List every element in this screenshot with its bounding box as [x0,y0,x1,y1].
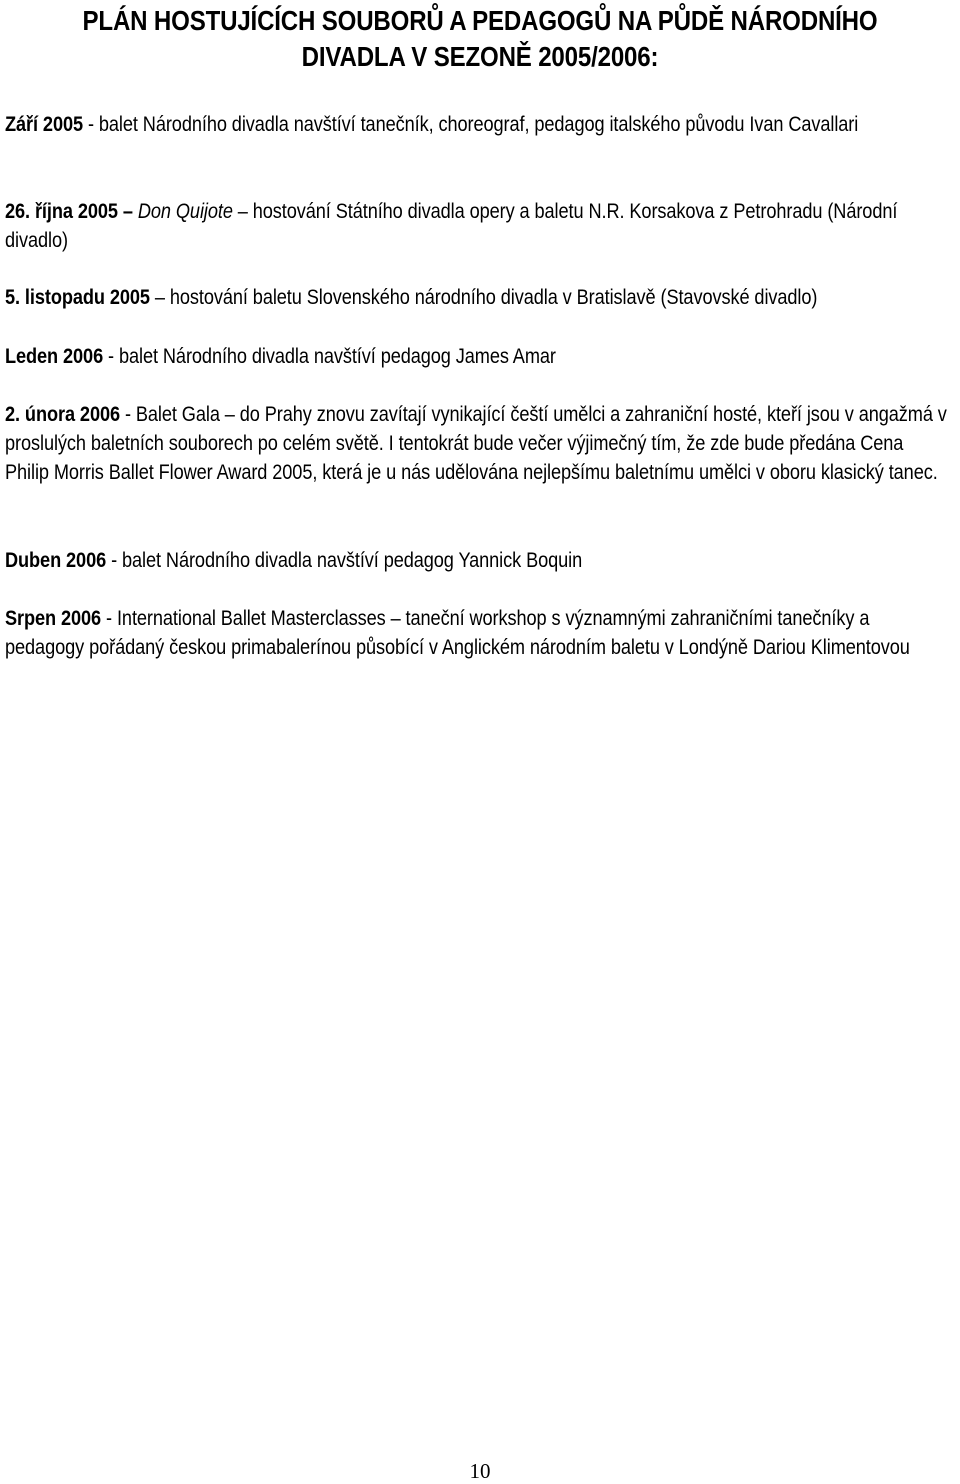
entry-performance-title: Don Quijote [137,200,233,223]
entry-april-2006 [5,546,948,575]
entry-date: Duben 2006 [5,549,107,572]
entry-text: – hostování baletu Slovenského národního divadla v Bratislavě (Stavovské divadlo) [149,286,818,309]
entry-date: Srpen 2006 [5,607,102,630]
entry-january-2006 [5,342,948,371]
entry-september-2005 [5,110,948,139]
entry-date: 5. listopadu 2005 [5,286,150,309]
entry-text: – hostování Státního divadla opery a baletu N.R. Korsakova z Petrohradu (Národní divadlo) [5,200,898,252]
title-line-1: PLÁN HOSTUJÍCÍCH SOUBORŮ A PEDAGOGŮ NA PŮDĚ NÁRODNÍHO [82,5,878,36]
document-title [67,3,893,75]
entry-text: - balet Národního divadla navštíví pedagog Yannick Boquin [106,549,583,572]
entry-date: Září 2005 [5,113,83,136]
entry-date: 26. října 2005 – [5,200,133,223]
entry-november-2005 [5,283,948,312]
entry-text: - balet Národního divadla navštíví tanečník, choreograf, pedagog italského původu Ivan Cavallari [82,113,859,136]
entry-text: - International Ballet Masterclasses – taneční workshop s významnými zahraničními tanečníky a pedagogy pořádaný českou primabalerínou působící v Anglickém národním baletu v Londýně Dariou Klimentovou [5,607,910,659]
entry-october-2005 [5,197,948,255]
entry-text: - Balet Gala – do Prahy znovu zavítají vynikající čeští umělci a zahraniční hosté, kteří jsou v angažmá v proslulých baletních souborech po celém světě. I tentokrát bude večer výjimečný tím, že zde bude předána Cena Philip Morris Ballet Flower Award 2005, která je u nás udělována nejlepšímu baletnímu umělci v oboru klasický tanec. [5,403,947,484]
entry-august-2006 [5,604,948,662]
entry-text: - balet Národního divadla navštíví pedagog James Amar [103,345,556,368]
title-line-2: DIVADLA V SEZONĚ 2005/2006: [301,41,659,72]
entry-date: Leden 2006 [5,345,104,368]
page-number: 10 [469,1459,491,1483]
entry-date: 2. února 2006 [5,403,120,426]
entry-february-2006 [5,400,948,487]
